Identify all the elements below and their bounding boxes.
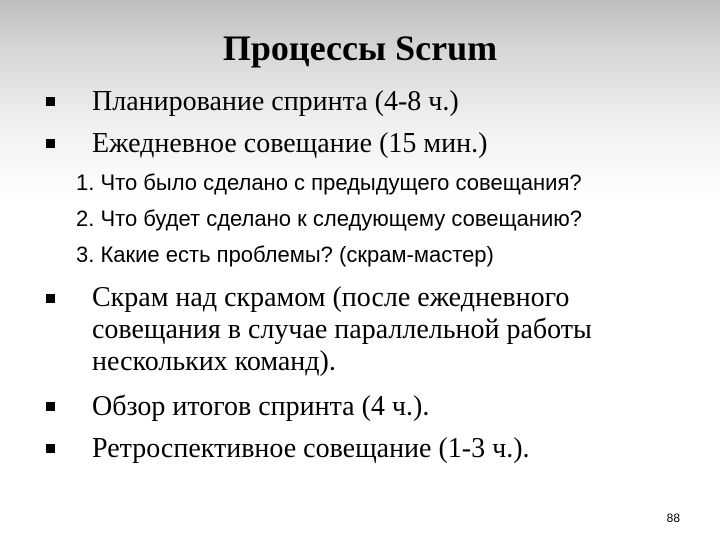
- question-item: 2. Что будет сделано к следующему совещанию?: [76, 206, 583, 231]
- page-number: 88: [666, 511, 680, 525]
- bullet-sprint-planning: Планирование спринта (4-8 ч.): [92, 86, 459, 117]
- slide-title: Процессы Scrum: [222, 28, 498, 68]
- bullet-daily-meeting: Ежедневное совещание (15 мин.): [92, 128, 488, 159]
- bullet-retrospective: Ретроспективное совещание (1-3 ч.).: [92, 433, 530, 464]
- bullet-icon: [46, 139, 55, 148]
- bullet-scrum-of-scrums: Скрам над скрамом (после ежедневного совещания в случае параллельной работы нескольких команд).: [92, 282, 592, 377]
- bullet-icon: [46, 402, 55, 411]
- bullet-icon: [46, 294, 55, 303]
- bullet-icon: [46, 444, 55, 453]
- bullet-icon: [46, 97, 55, 106]
- bullet-sprint-review: Обзор итогов спринта (4 ч.).: [92, 391, 430, 422]
- question-item: 1. Что было сделано с предыдущего совещания?: [76, 170, 582, 195]
- question-item: 3. Какие есть проблемы? (скрам-мастер): [76, 242, 494, 267]
